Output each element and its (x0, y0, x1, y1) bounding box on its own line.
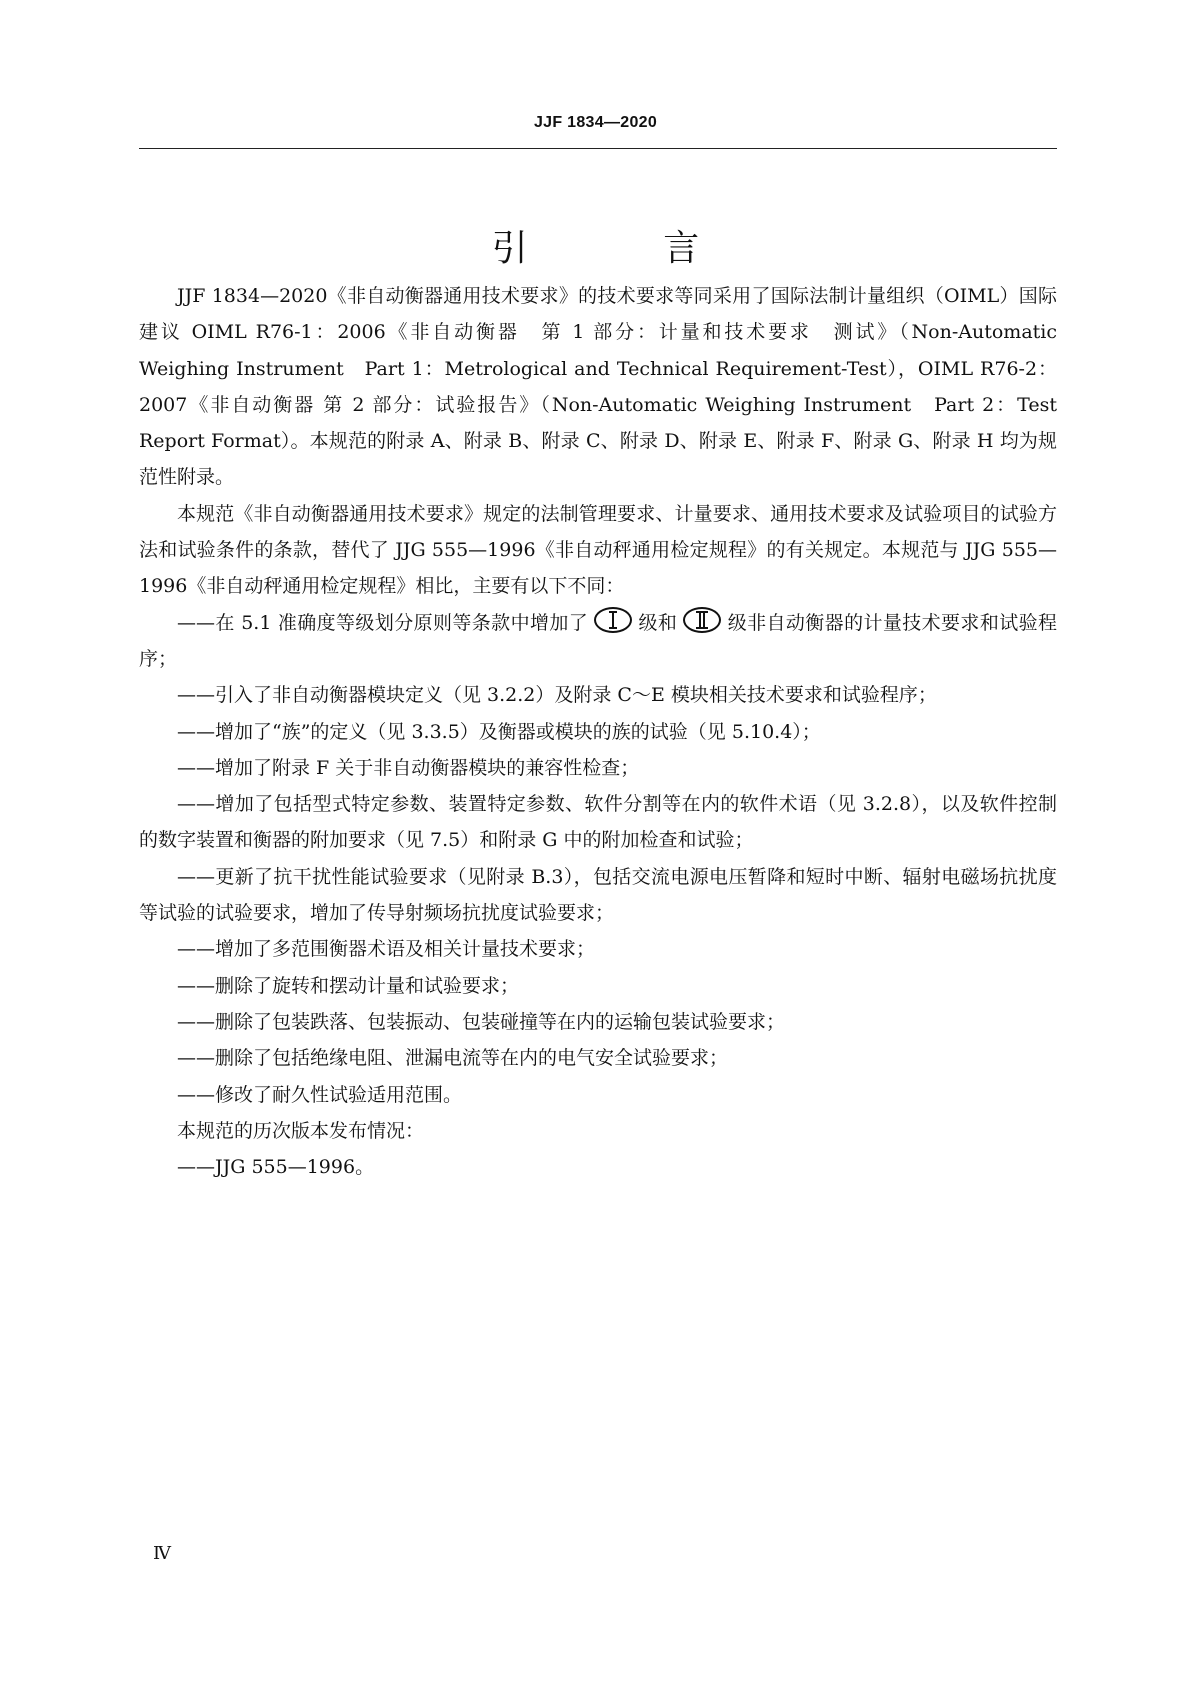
running-header: JJF 1834—2020 (533, 114, 658, 131)
accuracy-class-2-icon (683, 607, 721, 633)
list-item: ——修改了耐久性试验适用范围。 (177, 1083, 463, 1106)
accuracy-item-text-after: 级非自动衡器的计量技术要求和试验程序； (139, 611, 1057, 670)
history-label: 本规范的历次版本发布情况： (177, 1119, 425, 1142)
list-item: ——增加了“族”的定义（见 3.3.5）及衡器或模块的族的试验（见 5.10.4）； (177, 720, 821, 743)
list-item: ——增加了包括型式特定参数、装置特定参数、软件分割等在内的软件术语（见 3.2.8），以及软件控制的数字装置和衡器的附加要求（见 7.5）和附录 G 中的附加检查和试验； (139, 793, 1057, 852)
accuracy-item-text-before: ——在 5.1 准确度等级划分原则等条款中增加了 (177, 611, 589, 634)
list-item: ——增加了附录 F 关于非自动衡器模块的兼容性检查； (177, 756, 640, 779)
history-item: ——JJG 555—1996。 (177, 1156, 375, 1179)
list-item: ——更新了抗干扰性能试验要求（见附录 B.3），包括交流电源电压暂降和短时中断、辐射电磁场抗扰度等试验的试验要求，增加了传导射频场抗扰度试验要求； (139, 865, 1057, 925)
list-item: ——引入了非自动衡器模块定义（见 3.2.2）及附录 C～E 模块相关技术要求和试验程序； (177, 684, 937, 707)
list-item: ——增加了多范围衡器术语及相关计量技术要求； (177, 938, 596, 961)
list-item: ——删除了包括绝缘电阻、泄漏电流等在内的电气安全试验要求； (177, 1047, 729, 1070)
body-content (139, 278, 1057, 1185)
list-item: ——删除了旋转和摆动计量和试验要求； (177, 974, 520, 997)
list-item-accuracy-class (139, 605, 1057, 678)
paragraph-adoption: JJF 1834—2020《非自动衡器通用技术要求》的技术要求等同采用了国际法制计量组织（OIML）国际建议 OIML R76-1：2006《非自动衡器 第 1 部分：计量和技术要求 测试》（Non-Automatic Weighing Instrument Part 1：Metrological and Technical Requirement-Test），OIML R76-2：2007《非自动衡器 第 2 部分：试验报告》（Non-Automatic Weighing Instrument Part 2：Test Report Format）。本规范的附录 A、附录 B、附录 C、附录 D、附录 E、附录 F、附录 G、附录 H 均为规范性附录。 (139, 285, 1057, 489)
accuracy-class-1-icon (594, 607, 632, 633)
paragraph-replacement: 本规范《非自动衡器通用技术要求》规定的法制管理要求、计量要求、通用技术要求及试验项目的试验方法和试验条件的条款，替代了 JJG 555—1996《非自动秤通用检定规程》的有关规定。本规范与 JJG 555—1996《非自动秤通用检定规程》相比，主要有以下不同： (139, 502, 1057, 598)
header-rule (139, 148, 1057, 149)
page-number: Ⅳ (153, 1543, 171, 1563)
page-title: 引 言 (491, 228, 762, 270)
list-item: ——删除了包装跌落、包装振动、包装碰撞等在内的运输包装试验要求； (177, 1010, 786, 1033)
accuracy-item-text-middle: 级和 (638, 611, 678, 634)
